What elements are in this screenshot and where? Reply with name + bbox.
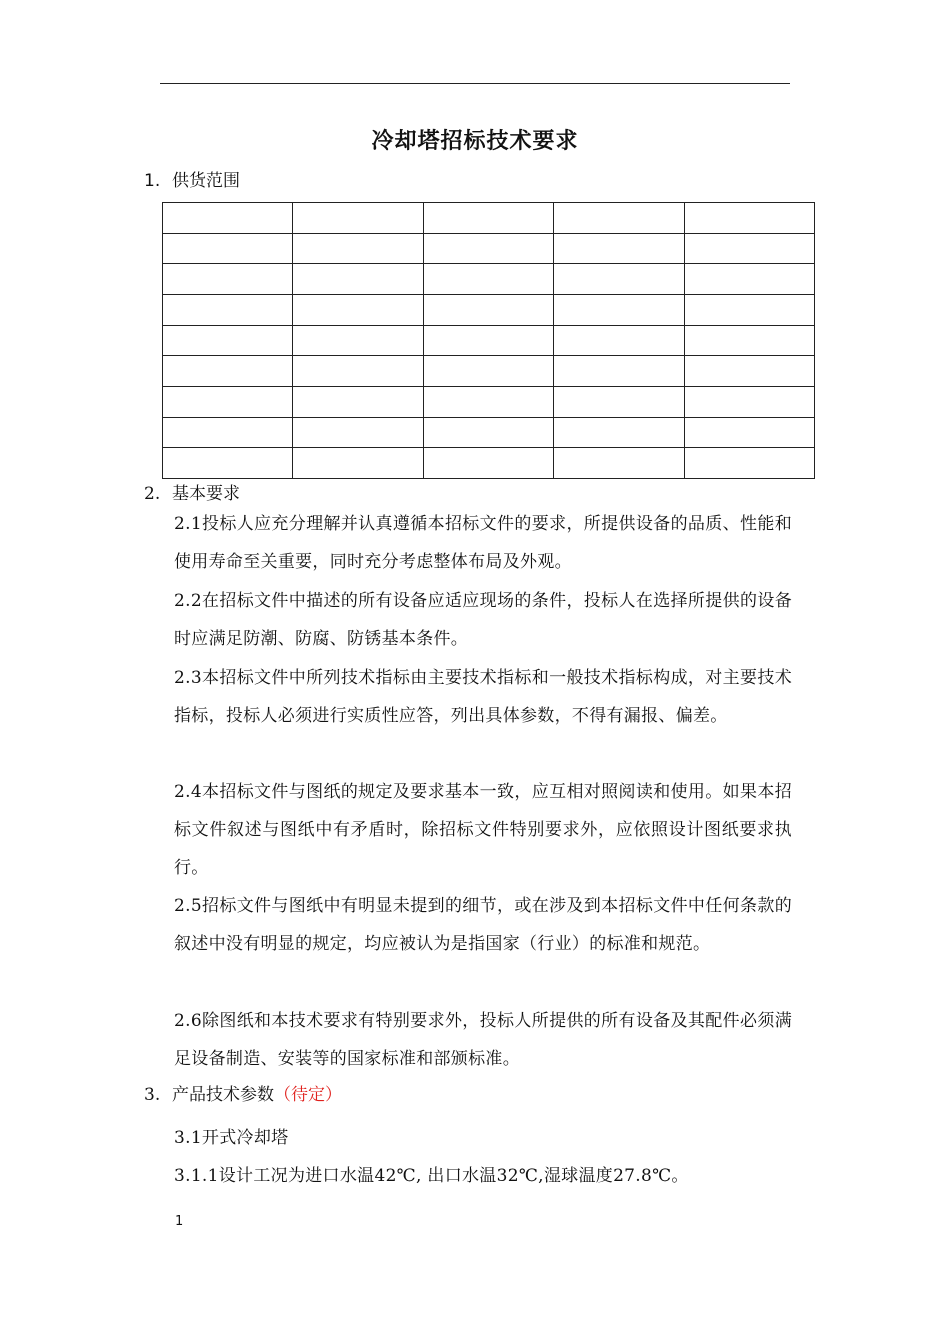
section-2-heading [144,479,240,504]
section-number: 1. [144,171,161,191]
table-cell [163,356,293,387]
table-cell [554,417,684,448]
paragraph-2-2: 2.2在招标文件中描述的所有设备应适应现场的条件，投标人在选择所提供的设备时应满足防潮、防腐、防锈基本条件。 [174,591,792,649]
table-row [163,386,815,417]
table-row [163,233,815,264]
table-cell [163,386,293,417]
table-cell [423,417,553,448]
table-cell [423,233,553,264]
table-cell [293,386,423,417]
table-cell [554,294,684,325]
section-3-heading [144,1080,342,1105]
table-cell [554,386,684,417]
paragraph-2-3: 2.3本招标文件中所列技术指标由主要技术指标和一般技术指标构成，对主要技术指标，投标人必须进行实质性应答，列出具体参数，不得有漏报、偏差。 [174,668,792,726]
table-row [163,264,815,295]
table-cell [293,264,423,295]
table-cell [293,233,423,264]
table-cell [293,203,423,234]
table-cell [554,203,684,234]
table-row [163,325,815,356]
document-title: 冷却塔招标技术要求 [371,128,579,154]
page-number: 1 [175,1214,184,1229]
table-cell [554,325,684,356]
paragraph-2-1: 2.1投标人应充分理解并认真遵循本招标文件的要求，所提供设备的品质、性能和使用寿命至关重要，同时充分考虑整体布局及外观。 [174,514,792,572]
paragraph-3-1: 3.1开式冷却塔 [174,1128,289,1148]
table-cell [293,417,423,448]
table-cell [554,356,684,387]
table-row [163,417,815,448]
table-cell [293,356,423,387]
table-cell [293,294,423,325]
table-cell [293,448,423,479]
table-cell [554,233,684,264]
table-cell [163,417,293,448]
table-cell [163,325,293,356]
table-cell [684,448,814,479]
table-cell [423,356,553,387]
table-cell [554,264,684,295]
pending-note: （待定） [274,1085,342,1105]
table-cell [163,448,293,479]
table-cell [684,356,814,387]
section-title: 供货范围 [172,171,240,191]
paragraph-2-6: 2.6除图纸和本技术要求有特别要求外，投标人所提供的所有设备及其配件必须满足设备制造、安装等的国家标准和部颁标准。 [174,1011,792,1069]
table-cell [423,448,553,479]
supply-scope-table [162,202,815,479]
table-cell [163,294,293,325]
table-cell [293,325,423,356]
table-cell [684,386,814,417]
paragraph-2-4: 2.4本招标文件与图纸的规定及要求基本一致，应互相对照阅读和使用。如果本招标文件叙述与图纸中有矛盾时，除招标文件特别要求外，应依照设计图纸要求执行。 [174,782,792,878]
table-row [163,356,815,387]
table-cell [684,233,814,264]
section-title: 基本要求 [172,484,240,504]
table-cell [163,203,293,234]
table-cell [684,325,814,356]
table-cell [684,264,814,295]
paragraph-3-1-1: 3.1.1设计工况为进口水温42℃, 出口水温32℃,湿球温度27.8℃。 [174,1166,689,1186]
section-number: 2. [144,484,161,504]
table-cell [684,294,814,325]
table-cell [423,386,553,417]
table-cell [423,325,553,356]
table-row [163,203,815,234]
table-cell [163,264,293,295]
table-cell [423,294,553,325]
table-cell [554,448,684,479]
table-row [163,294,815,325]
table-cell [684,417,814,448]
section-1-heading [144,166,240,191]
table-cell [423,264,553,295]
section-number: 3. [144,1085,161,1105]
header-rule [160,83,790,84]
paragraph-2-5: 2.5招标文件与图纸中有明显未提到的细节，或在涉及到本招标文件中任何条款的叙述中没有明显的规定，均应被认为是指国家（行业）的标准和规范。 [174,896,792,954]
table-row [163,448,815,479]
section-title: 产品技术参数 [172,1085,274,1105]
table-cell [684,203,814,234]
table-cell [423,203,553,234]
table-cell [163,233,293,264]
